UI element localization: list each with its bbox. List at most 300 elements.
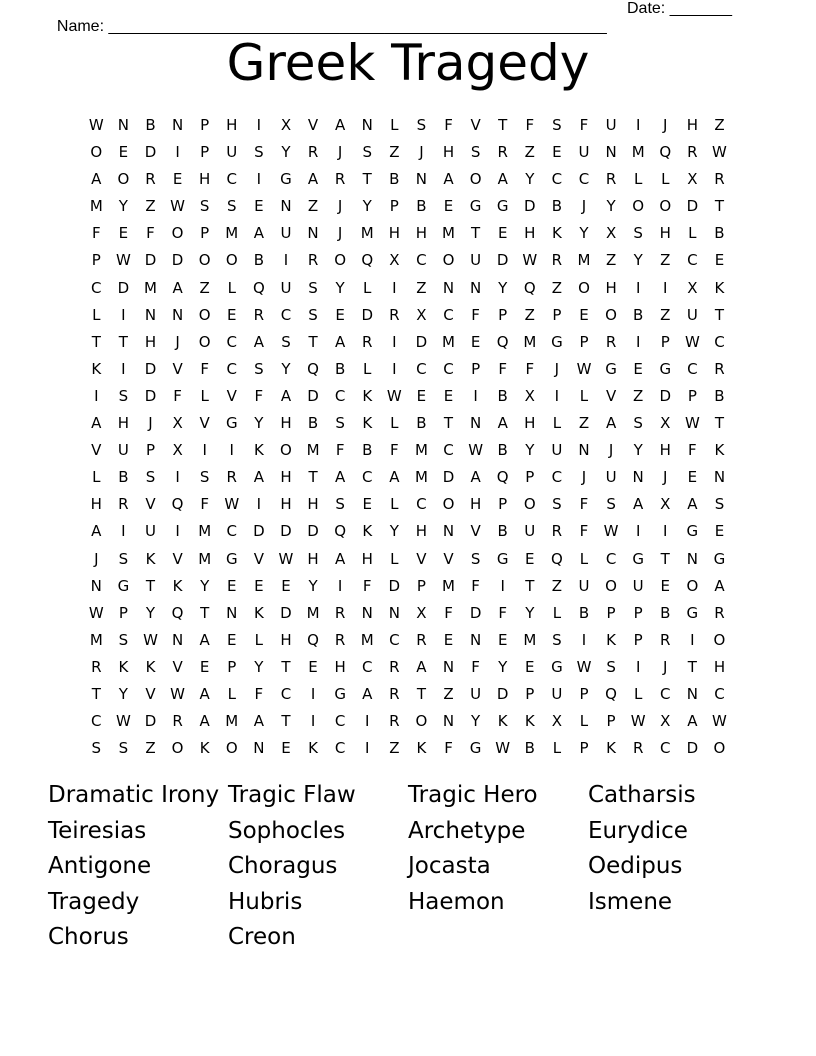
grid-letter[interactable]: V <box>470 522 482 541</box>
grid-letter[interactable]: O <box>198 251 212 270</box>
grid-letter[interactable]: X <box>172 414 184 433</box>
grid-letter[interactable]: N <box>171 305 184 324</box>
grid-letter[interactable]: B <box>307 414 319 433</box>
grid-letter[interactable]: W <box>143 630 159 649</box>
grid-letter[interactable]: O <box>713 739 726 758</box>
grid-letter[interactable]: D <box>307 522 320 541</box>
grid-letter[interactable]: Y <box>254 657 264 676</box>
grid-letter[interactable]: K <box>524 712 536 731</box>
grid-letter[interactable]: N <box>226 603 238 622</box>
grid-letter[interactable]: P <box>633 630 644 649</box>
grid-letter[interactable]: H <box>280 495 293 514</box>
grid-letter[interactable]: Q <box>252 278 266 297</box>
grid-letter[interactable]: C <box>91 712 103 731</box>
grid-letter[interactable]: S <box>254 359 265 378</box>
grid-letter[interactable]: C <box>334 386 346 405</box>
grid-letter[interactable]: O <box>171 739 184 758</box>
grid-letter[interactable]: R <box>551 522 563 541</box>
grid-letter[interactable]: E <box>335 305 346 324</box>
grid-letter[interactable]: I <box>392 332 398 351</box>
grid-letter[interactable]: I <box>202 441 208 460</box>
grid-letter[interactable]: K <box>416 739 427 758</box>
grid-letter[interactable]: P <box>579 684 589 703</box>
grid-letter[interactable]: S <box>714 495 725 514</box>
grid-letter[interactable]: D <box>253 522 266 541</box>
grid-letter[interactable]: S <box>552 630 563 649</box>
grid-letter[interactable]: R <box>145 170 157 189</box>
grid-letter[interactable]: C <box>443 305 455 324</box>
grid-letter[interactable]: Y <box>118 684 129 703</box>
grid-letter[interactable]: E <box>497 224 508 243</box>
grid-letter[interactable]: N <box>469 414 482 433</box>
grid-letter[interactable]: Y <box>606 197 617 216</box>
grid-letter[interactable]: W <box>576 359 592 378</box>
grid-letter[interactable]: N <box>171 630 184 649</box>
grid-letter[interactable]: Z <box>660 305 671 324</box>
grid-letter[interactable]: K <box>145 549 156 568</box>
grid-letter[interactable]: K <box>145 657 156 676</box>
grid-letter[interactable]: R <box>660 630 671 649</box>
grid-letter[interactable]: E <box>660 576 671 595</box>
grid-letter[interactable]: A <box>497 170 509 189</box>
grid-letter[interactable]: C <box>280 305 292 324</box>
grid-letter[interactable]: L <box>92 468 101 487</box>
grid-letter[interactable]: Y <box>633 441 644 460</box>
grid-letter[interactable]: U <box>117 441 130 460</box>
grid-letter[interactable]: S <box>145 468 156 487</box>
grid-letter[interactable]: N <box>578 441 591 460</box>
grid-letter[interactable]: Y <box>281 143 292 162</box>
grid-letter[interactable]: T <box>200 603 210 622</box>
grid-letter[interactable]: O <box>605 576 618 595</box>
grid-letter[interactable]: C <box>443 441 455 460</box>
grid-letter[interactable]: I <box>663 522 668 541</box>
grid-letter[interactable]: H <box>524 414 536 433</box>
grid-letter[interactable]: E <box>443 386 454 405</box>
grid-letter[interactable]: E <box>525 549 536 568</box>
grid-letter[interactable]: G <box>713 549 726 568</box>
grid-letter[interactable]: I <box>256 116 262 134</box>
grid-letter[interactable]: C <box>416 359 428 378</box>
grid-letter[interactable]: G <box>280 170 293 189</box>
grid-letter[interactable]: L <box>552 603 562 622</box>
grid-letter[interactable]: H <box>117 414 130 433</box>
grid-letter[interactable]: D <box>496 251 509 270</box>
grid-letter[interactable]: W <box>712 712 728 731</box>
grid-letter[interactable]: H <box>280 630 293 649</box>
grid-letter[interactable]: P <box>200 116 210 134</box>
grid-letter[interactable]: K <box>253 441 265 460</box>
grid-letter[interactable]: H <box>659 224 672 243</box>
grid-letter[interactable]: S <box>118 630 129 649</box>
grid-letter[interactable]: D <box>144 359 157 378</box>
grid-letter[interactable]: V <box>199 414 211 433</box>
grid-letter[interactable]: U <box>605 116 618 134</box>
grid-letter[interactable]: K <box>714 278 725 297</box>
grid-letter[interactable]: B <box>334 359 346 378</box>
grid-letter[interactable]: Z <box>551 576 563 595</box>
grid-letter[interactable]: W <box>522 251 538 270</box>
grid-letter[interactable]: Y <box>145 603 156 622</box>
grid-letter[interactable]: F <box>498 359 508 378</box>
grid-letter[interactable]: G <box>686 603 699 622</box>
grid-letter[interactable]: Z <box>145 739 157 758</box>
grid-letter[interactable]: T <box>471 224 481 243</box>
grid-letter[interactable]: R <box>714 170 726 189</box>
grid-letter[interactable]: C <box>551 170 563 189</box>
grid-letter[interactable]: E <box>118 224 129 243</box>
grid-letter[interactable]: F <box>444 603 454 622</box>
grid-letter[interactable]: Z <box>633 386 644 405</box>
grid-letter[interactable]: M <box>442 332 456 351</box>
grid-letter[interactable]: I <box>94 386 100 405</box>
grid-letter[interactable]: O <box>198 305 212 324</box>
grid-letter[interactable]: E <box>714 251 725 270</box>
grid-letter[interactable]: O <box>225 251 239 270</box>
grid-letter[interactable]: I <box>337 576 343 595</box>
grid-letter[interactable]: W <box>468 441 484 460</box>
grid-letter[interactable]: Z <box>524 143 536 162</box>
grid-letter[interactable]: M <box>577 251 591 270</box>
grid-letter[interactable]: I <box>365 739 370 758</box>
grid-letter[interactable]: N <box>144 305 157 324</box>
grid-letter[interactable]: C <box>714 332 726 351</box>
grid-letter[interactable]: Z <box>389 739 400 758</box>
grid-letter[interactable]: Z <box>389 143 400 162</box>
grid-letter[interactable]: D <box>469 603 482 622</box>
grid-letter[interactable]: U <box>578 576 590 595</box>
grid-letter[interactable]: R <box>497 143 509 162</box>
grid-letter[interactable]: Y <box>579 224 590 243</box>
grid-letter[interactable]: F <box>444 116 454 134</box>
grid-letter[interactable]: F <box>471 305 481 324</box>
grid-letter[interactable]: K <box>551 224 563 243</box>
grid-letter[interactable]: G <box>225 414 239 433</box>
grid-letter[interactable]: L <box>633 684 643 703</box>
grid-letter[interactable]: Q <box>659 143 672 162</box>
grid-letter[interactable]: R <box>714 359 726 378</box>
grid-letter[interactable]: F <box>146 224 156 243</box>
grid-letter[interactable]: P <box>118 603 129 622</box>
grid-letter[interactable]: W <box>684 414 701 433</box>
grid-letter[interactable]: M <box>89 630 104 649</box>
grid-letter[interactable]: T <box>281 657 292 676</box>
grid-letter[interactable]: Z <box>416 278 428 297</box>
grid-letter[interactable]: V <box>91 441 102 460</box>
grid-letter[interactable]: J <box>608 441 614 460</box>
grid-letter[interactable]: N <box>171 116 184 134</box>
grid-letter[interactable]: O <box>713 630 726 649</box>
grid-letter[interactable]: A <box>91 170 102 189</box>
grid-letter[interactable]: S <box>633 224 644 243</box>
grid-letter[interactable]: N <box>632 468 645 487</box>
grid-letter[interactable]: Q <box>307 630 320 649</box>
grid-letter[interactable]: Q <box>171 603 184 622</box>
grid-letter[interactable]: C <box>605 549 617 568</box>
grid-letter[interactable]: I <box>500 576 506 595</box>
grid-letter[interactable]: T <box>714 305 725 324</box>
grid-letter[interactable]: Z <box>199 278 211 297</box>
grid-letter[interactable]: S <box>308 278 319 297</box>
grid-letter[interactable]: U <box>632 576 645 595</box>
grid-letter[interactable]: I <box>554 386 560 405</box>
grid-letter[interactable]: A <box>687 495 698 514</box>
grid-letter[interactable]: P <box>498 495 508 514</box>
grid-letter[interactable]: S <box>552 116 563 134</box>
grid-letter[interactable]: T <box>416 684 427 703</box>
grid-letter[interactable]: W <box>88 116 105 134</box>
grid-letter[interactable]: I <box>256 495 262 514</box>
grid-letter[interactable]: I <box>121 359 127 378</box>
grid-letter[interactable]: W <box>603 522 619 541</box>
grid-letter[interactable]: N <box>442 712 455 731</box>
grid-letter[interactable]: M <box>89 197 104 216</box>
grid-letter[interactable]: Q <box>361 251 374 270</box>
grid-letter[interactable]: C <box>361 657 373 676</box>
grid-letter[interactable]: W <box>630 712 647 731</box>
grid-letter[interactable]: S <box>227 197 238 216</box>
grid-letter[interactable]: F <box>335 441 345 460</box>
grid-letter[interactable]: E <box>118 143 129 162</box>
grid-letter[interactable]: P <box>606 712 617 731</box>
grid-letter[interactable]: S <box>552 495 563 514</box>
grid-letter[interactable]: H <box>280 414 293 433</box>
grid-letter[interactable]: L <box>552 414 562 433</box>
grid-letter[interactable]: A <box>280 386 292 405</box>
grid-letter[interactable]: N <box>415 170 428 189</box>
grid-letter[interactable]: L <box>390 549 399 568</box>
grid-letter[interactable]: Y <box>498 278 508 297</box>
grid-letter[interactable]: H <box>415 522 428 541</box>
grid-letter[interactable]: J <box>337 143 343 162</box>
grid-letter[interactable]: A <box>91 522 102 541</box>
grid-letter[interactable]: Q <box>334 522 347 541</box>
grid-letter[interactable]: R <box>253 305 265 324</box>
grid-letter[interactable]: D <box>144 251 157 270</box>
grid-letter[interactable]: J <box>337 197 343 216</box>
grid-letter[interactable]: C <box>389 630 401 649</box>
grid-letter[interactable]: Y <box>335 278 346 297</box>
grid-letter[interactable]: Z <box>551 278 563 297</box>
grid-letter[interactable]: R <box>172 712 184 731</box>
grid-letter[interactable]: W <box>278 549 294 568</box>
grid-letter[interactable]: K <box>308 739 319 758</box>
grid-letter[interactable]: O <box>117 170 130 189</box>
grid-letter[interactable]: M <box>442 224 456 243</box>
grid-letter[interactable]: R <box>118 495 130 514</box>
grid-letter[interactable]: D <box>361 305 374 324</box>
grid-letter[interactable]: L <box>633 170 643 189</box>
grid-letter[interactable]: U <box>578 143 590 162</box>
grid-letter[interactable]: C <box>660 684 671 703</box>
grid-letter[interactable]: D <box>659 386 672 405</box>
grid-letter[interactable]: O <box>225 739 239 758</box>
grid-letter[interactable]: E <box>281 739 292 758</box>
grid-letter[interactable]: R <box>389 305 401 324</box>
grid-letter[interactable]: B <box>660 603 671 622</box>
grid-letter[interactable]: S <box>633 414 644 433</box>
grid-letter[interactable]: L <box>688 224 698 243</box>
grid-letter[interactable]: A <box>335 332 346 351</box>
grid-letter[interactable]: T <box>118 332 129 351</box>
grid-letter[interactable]: N <box>361 116 374 134</box>
grid-letter[interactable]: E <box>308 657 319 676</box>
grid-letter[interactable]: J <box>581 468 587 487</box>
grid-letter[interactable]: I <box>121 522 127 541</box>
grid-letter[interactable]: B <box>416 197 428 216</box>
grid-letter[interactable]: G <box>496 549 510 568</box>
grid-letter[interactable]: X <box>660 712 671 731</box>
grid-letter[interactable]: O <box>632 197 645 216</box>
grid-letter[interactable]: Q <box>171 495 184 514</box>
grid-letter[interactable]: W <box>170 684 186 703</box>
grid-letter[interactable]: R <box>605 170 617 189</box>
grid-letter[interactable]: N <box>280 197 293 216</box>
grid-letter[interactable]: S <box>335 495 346 514</box>
grid-letter[interactable]: S <box>362 143 373 162</box>
grid-letter[interactable]: L <box>227 278 237 297</box>
grid-letter[interactable]: N <box>117 116 130 134</box>
grid-letter[interactable]: A <box>199 630 211 649</box>
grid-letter[interactable]: V <box>307 116 319 134</box>
grid-letter[interactable]: V <box>145 495 157 514</box>
grid-letter[interactable]: Y <box>498 657 508 676</box>
grid-letter[interactable]: B <box>497 386 509 405</box>
grid-letter[interactable]: B <box>551 197 563 216</box>
grid-letter[interactable]: K <box>172 576 183 595</box>
grid-letter[interactable]: M <box>414 441 429 460</box>
grid-letter[interactable]: S <box>470 549 481 568</box>
grid-letter[interactable]: E <box>227 305 237 324</box>
grid-letter[interactable]: N <box>469 278 482 297</box>
grid-letter[interactable]: J <box>663 116 668 134</box>
grid-letter[interactable]: D <box>686 197 699 216</box>
grid-letter[interactable]: A <box>362 684 373 703</box>
grid-letter[interactable]: C <box>714 684 726 703</box>
grid-letter[interactable]: X <box>524 386 536 405</box>
grid-letter[interactable]: C <box>226 359 238 378</box>
grid-letter[interactable]: F <box>200 495 210 514</box>
grid-letter[interactable]: L <box>92 305 101 324</box>
grid-letter[interactable]: A <box>714 576 726 595</box>
grid-letter[interactable]: C <box>443 359 455 378</box>
grid-letter[interactable]: W <box>712 143 728 162</box>
grid-letter[interactable]: O <box>171 224 184 243</box>
grid-letter[interactable]: J <box>581 197 587 216</box>
grid-letter[interactable]: C <box>226 332 238 351</box>
grid-letter[interactable]: R <box>334 630 346 649</box>
grid-letter[interactable]: W <box>576 657 592 676</box>
grid-letter[interactable]: F <box>254 684 264 703</box>
grid-letter[interactable]: F <box>579 116 589 134</box>
grid-letter[interactable]: T <box>687 657 698 676</box>
grid-letter[interactable]: H <box>307 495 320 514</box>
grid-letter[interactable]: D <box>524 197 537 216</box>
grid-letter[interactable]: I <box>663 278 668 297</box>
grid-letter[interactable]: G <box>551 332 564 351</box>
grid-letter[interactable]: I <box>690 630 696 649</box>
grid-letter[interactable]: M <box>360 630 375 649</box>
grid-letter[interactable]: Q <box>523 278 537 297</box>
grid-letter[interactable]: A <box>172 278 184 297</box>
grid-letter[interactable]: Y <box>200 576 210 595</box>
grid-letter[interactable]: F <box>688 441 698 460</box>
grid-letter[interactable]: I <box>392 359 398 378</box>
grid-letter[interactable]: C <box>280 684 292 703</box>
grid-letter[interactable]: D <box>144 386 157 405</box>
grid-letter[interactable]: A <box>335 549 346 568</box>
grid-letter[interactable]: A <box>199 684 211 703</box>
grid-letter[interactable]: J <box>148 414 154 433</box>
grid-letter[interactable]: I <box>175 143 181 162</box>
grid-letter[interactable]: I <box>635 657 641 676</box>
grid-letter[interactable]: E <box>281 576 292 595</box>
grid-letter[interactable]: C <box>226 170 238 189</box>
grid-letter[interactable]: N <box>90 576 103 595</box>
grid-letter[interactable]: X <box>660 414 671 433</box>
grid-letter[interactable]: R <box>605 332 617 351</box>
grid-letter[interactable]: R <box>714 603 726 622</box>
grid-letter[interactable]: I <box>175 522 181 541</box>
grid-letter[interactable]: H <box>280 468 293 487</box>
grid-letter[interactable]: B <box>714 386 726 405</box>
grid-letter[interactable]: C <box>334 712 346 731</box>
grid-letter[interactable]: S <box>118 386 129 405</box>
grid-letter[interactable]: N <box>442 657 455 676</box>
grid-letter[interactable]: P <box>579 739 589 758</box>
grid-letter[interactable]: M <box>442 576 456 595</box>
grid-letter[interactable]: K <box>606 739 617 758</box>
grid-letter[interactable]: C <box>416 251 428 270</box>
grid-letter[interactable]: H <box>686 116 699 134</box>
grid-letter[interactable]: U <box>551 684 563 703</box>
grid-letter[interactable]: P <box>227 657 237 676</box>
grid-letter[interactable]: N <box>388 603 401 622</box>
grid-letter[interactable]: P <box>687 386 698 405</box>
grid-letter[interactable]: O <box>659 197 672 216</box>
grid-letter[interactable]: G <box>605 359 618 378</box>
grid-letter[interactable]: I <box>635 278 641 297</box>
grid-letter[interactable]: X <box>172 441 184 460</box>
grid-letter[interactable]: W <box>170 197 186 216</box>
grid-letter[interactable]: D <box>144 143 157 162</box>
grid-letter[interactable]: K <box>253 603 265 622</box>
grid-letter[interactable]: S <box>606 495 617 514</box>
grid-letter[interactable]: F <box>173 386 183 405</box>
grid-letter[interactable]: W <box>495 739 511 758</box>
grid-letter[interactable]: O <box>415 712 428 731</box>
grid-letter[interactable]: A <box>416 657 428 676</box>
grid-letter[interactable]: H <box>361 549 374 568</box>
grid-letter[interactable]: G <box>659 359 672 378</box>
grid-letter[interactable]: P <box>552 305 562 324</box>
grid-letter[interactable]: G <box>551 657 564 676</box>
grid-letter[interactable]: B <box>497 441 509 460</box>
grid-letter[interactable]: I <box>392 278 398 297</box>
grid-letter[interactable]: V <box>416 549 428 568</box>
grid-letter[interactable]: P <box>200 224 210 243</box>
grid-letter[interactable]: S <box>308 305 319 324</box>
grid-letter[interactable]: P <box>498 305 508 324</box>
grid-letter[interactable]: R <box>307 251 319 270</box>
grid-letter[interactable]: K <box>362 522 373 541</box>
grid-letter[interactable]: D <box>171 251 184 270</box>
grid-letter[interactable]: P <box>200 143 210 162</box>
grid-letter[interactable]: A <box>470 468 482 487</box>
grid-letter[interactable]: P <box>633 603 644 622</box>
grid-letter[interactable]: V <box>172 359 184 378</box>
grid-letter[interactable]: U <box>144 522 157 541</box>
